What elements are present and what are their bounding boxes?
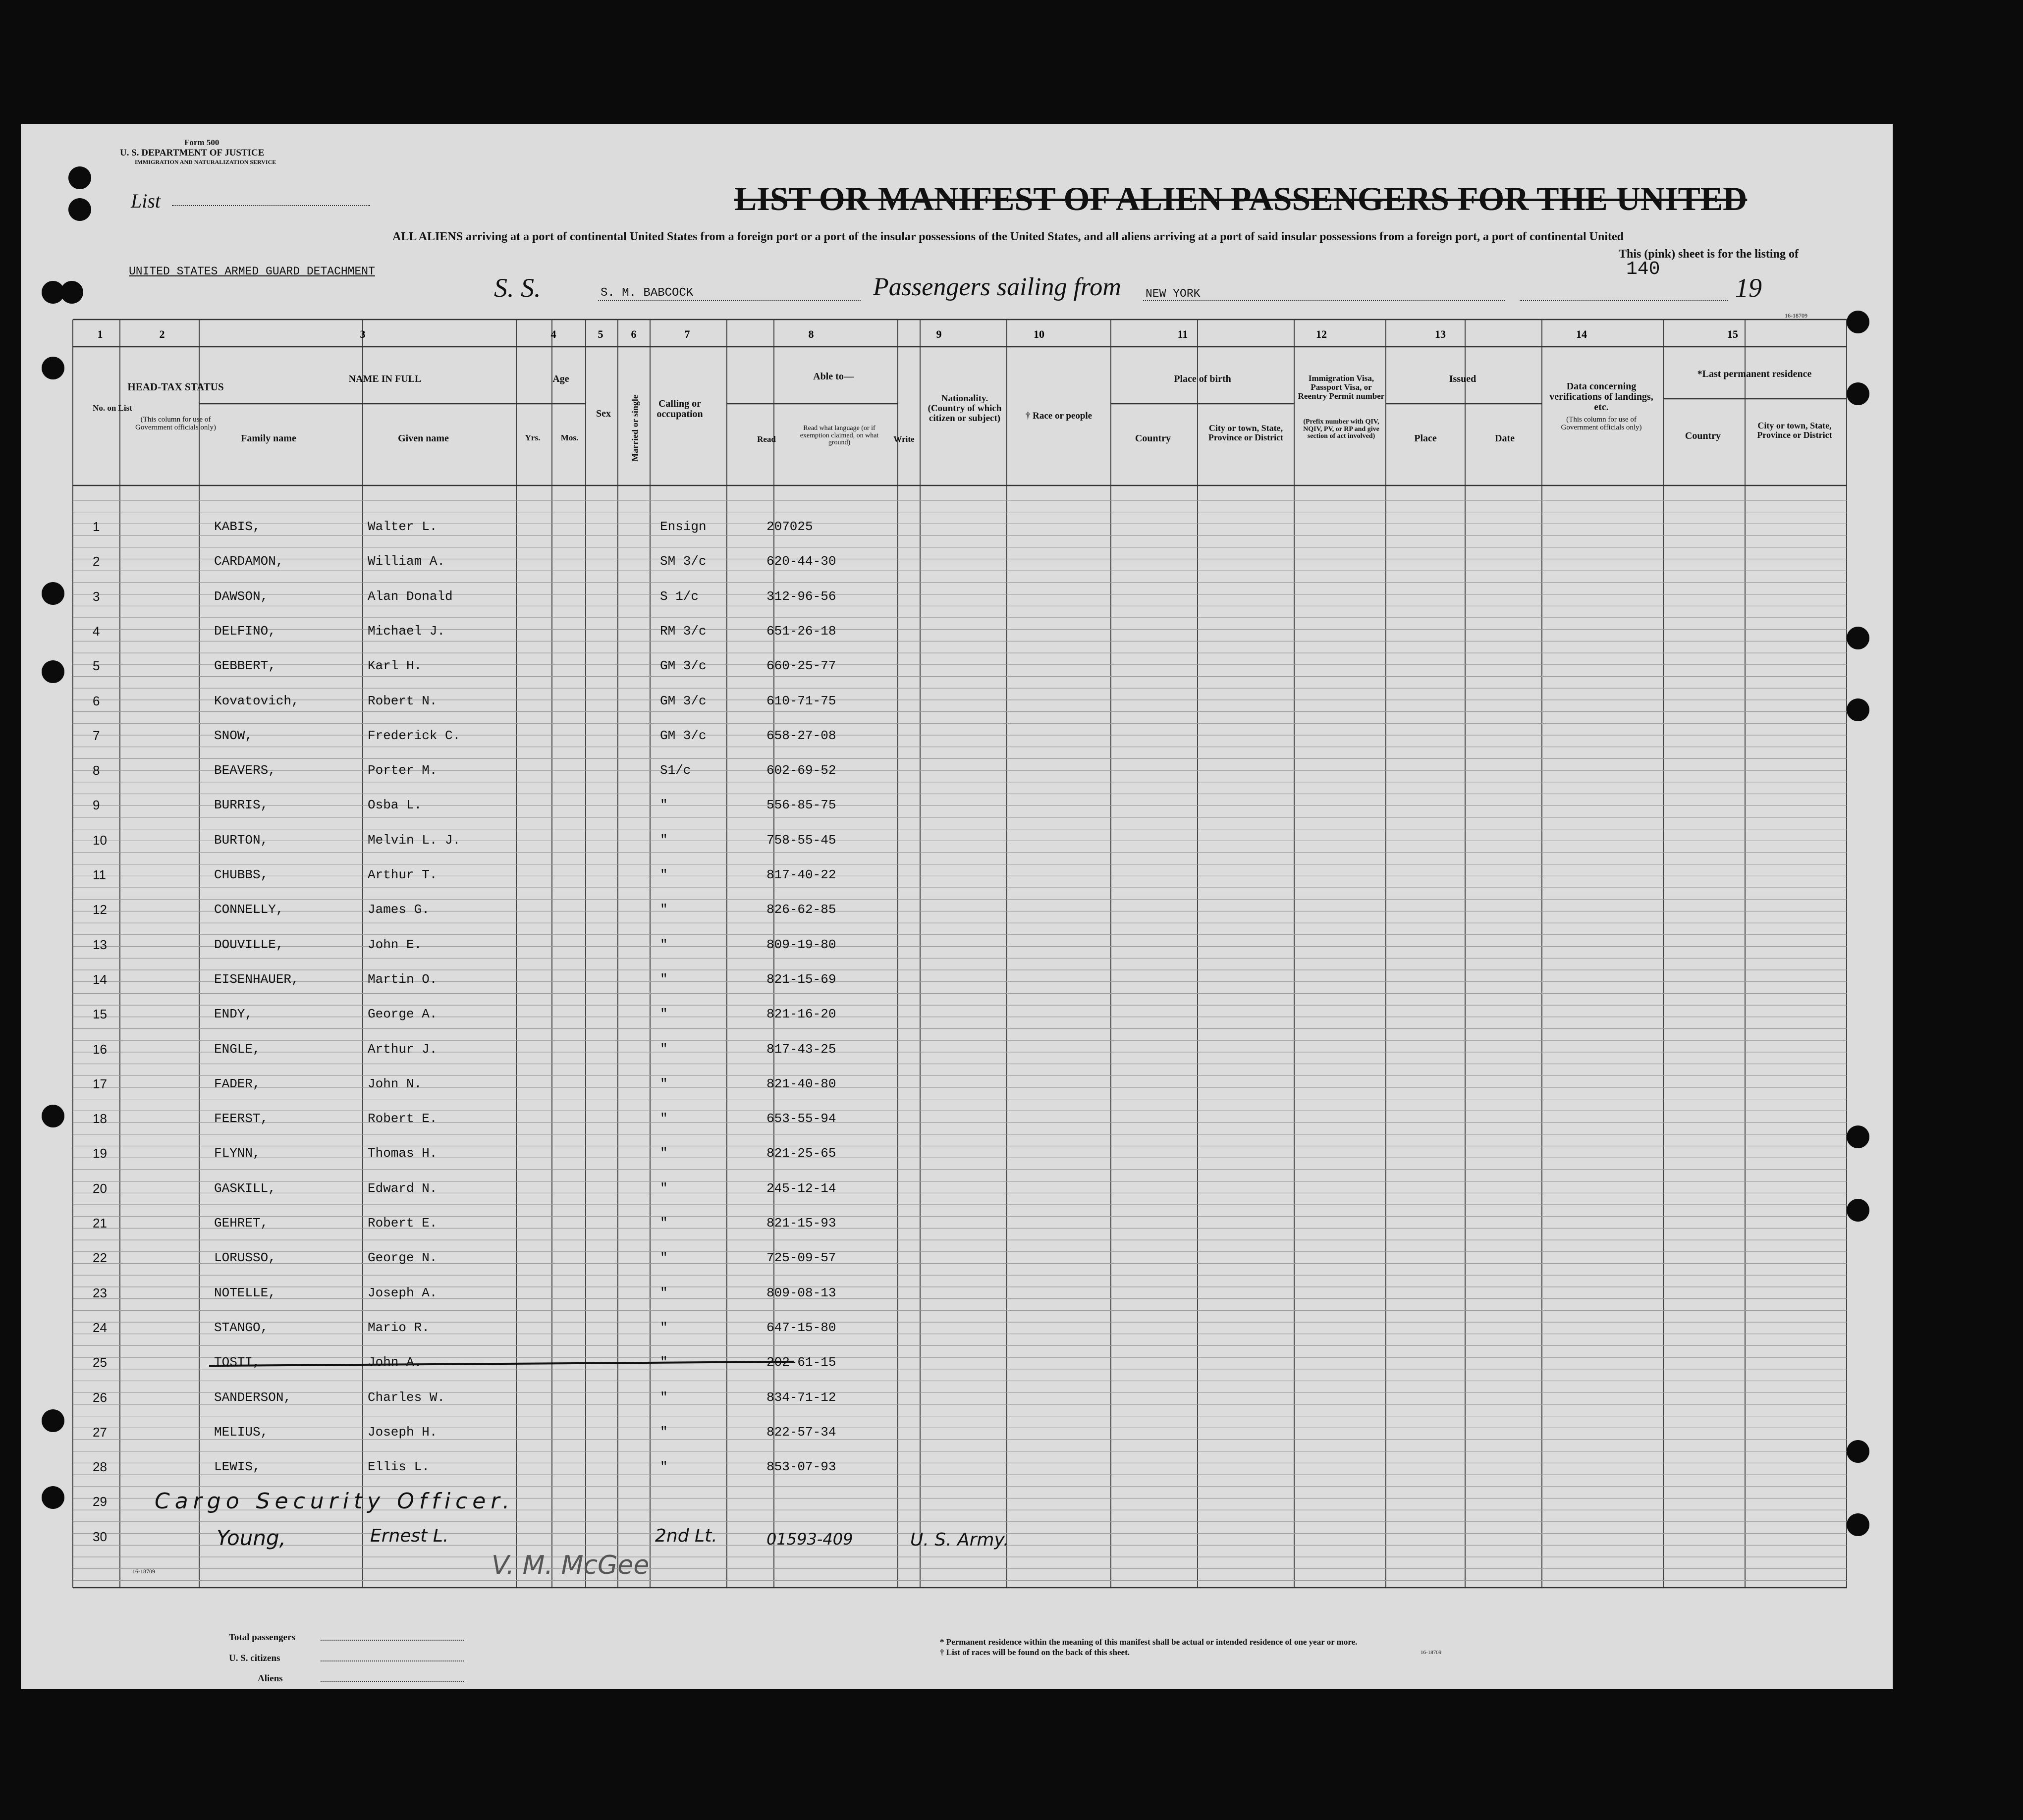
service-number: 809-19-80 [766, 937, 836, 952]
column-number: 5 [598, 328, 603, 340]
service-number: 758-55-45 [766, 832, 836, 848]
given-name: Melvin L. J. [368, 832, 461, 848]
service-number: 821-15-69 [766, 971, 836, 987]
header-verifications: Data concerning verifications of landings, etc. [1549, 381, 1653, 413]
form-code-top: 16-18709 [1785, 312, 1807, 319]
footnote-residence: * Permanent residence within the meaning of this manifest shall be actual or intended residence of one year or more. [940, 1637, 1358, 1647]
given-name: Alan Donald [368, 589, 453, 604]
header-family-name: Family name [241, 433, 296, 444]
binder-hole [1847, 627, 1869, 649]
family-name: GEBBERT, [214, 658, 276, 674]
manifest-sheet [21, 124, 1893, 1689]
header-age-mos: Mos. [560, 433, 579, 442]
list-label: List [131, 190, 161, 212]
given-name: Robert N. [368, 693, 437, 708]
column-number: 15 [1727, 328, 1738, 340]
service-number: 821-15-93 [766, 1216, 836, 1231]
family-name: LORUSSO, [214, 1250, 276, 1266]
binder-hole [1847, 698, 1869, 721]
service-number: 556-85-75 [766, 798, 836, 813]
binder-hole [68, 198, 91, 221]
given-name: William A. [368, 554, 445, 569]
manifest-grid [21, 124, 1893, 1689]
row-number: 21 [93, 1216, 107, 1231]
given-name: Osba L. [368, 798, 422, 813]
header-age-yrs: Yrs. [525, 433, 541, 442]
service-number: 647-15-80 [766, 1320, 836, 1335]
manifest-subtitle: ALL ALIENS arriving at a port of continental United States from a foreign port or a port of the insular possessions of the United States, and all aliens arriving at a port of said insular possessions from a foreign port, a port of continental United [392, 230, 1624, 243]
given-name: Joseph A. [368, 1285, 437, 1300]
service-number: 207025 [766, 519, 813, 534]
binder-hole [42, 357, 64, 379]
port-line [1143, 300, 1505, 301]
calling-occupation: " [660, 1041, 668, 1057]
given-name: Ellis L. [368, 1459, 430, 1475]
column-number: 3 [360, 328, 366, 340]
calling-occupation: S1/c [660, 763, 691, 778]
row-number: 28 [93, 1459, 107, 1475]
given-name: George N. [368, 1250, 437, 1266]
calling-occupation: " [660, 1424, 668, 1440]
header-head-tax-note: (This column for use of Government officials only) [135, 416, 216, 431]
list-number-line [172, 205, 370, 206]
header-issued: Issued [1449, 374, 1476, 384]
row-number: 20 [93, 1180, 107, 1196]
column-number: 7 [684, 328, 690, 340]
binder-hole [1847, 382, 1869, 405]
column-number: 4 [550, 328, 556, 340]
column-number: 14 [1576, 328, 1587, 340]
column-number: 9 [936, 328, 942, 340]
ss-label: S. S. [494, 273, 541, 303]
family-name: TOSTI, [214, 1355, 261, 1370]
family-name: DOUVILLE, [214, 937, 284, 952]
header-sex: Sex [596, 408, 611, 419]
form-code-bottom: 16-18709 [132, 1568, 155, 1575]
given-name: Porter M. [368, 763, 437, 778]
family-name: BURRIS, [214, 798, 269, 813]
family-name: CHUBBS, [214, 867, 269, 882]
binder-hole [1847, 1440, 1869, 1463]
binder-hole [42, 582, 64, 605]
header-read: Read [757, 434, 776, 444]
header-place-of-birth: Place of birth [1174, 374, 1231, 384]
header-nationality: Nationality. (Country of which citizen or subject) [928, 393, 1002, 424]
row30-nationality: U. S. Army. [910, 1530, 1009, 1550]
header-visa: Immigration Visa, Passport Visa, or Reentry Permit number [1298, 374, 1385, 401]
service-number: 822-57-34 [766, 1424, 836, 1440]
row-number: 13 [93, 937, 107, 952]
service-number: 602-69-52 [766, 763, 836, 778]
row-number: 1 [93, 519, 100, 534]
calling-occupation: " [660, 1320, 668, 1335]
calling-occupation: SM 3/c [660, 554, 707, 569]
given-name: John E. [368, 937, 422, 952]
header-visa-note: (Prefix number with QIV, NQIV, PV, or RP and give section of act involved) [1303, 418, 1379, 440]
service-number: 312-96-56 [766, 589, 836, 604]
row30-given-name: Ernest L. [370, 1526, 449, 1546]
given-name: Robert E. [368, 1216, 437, 1231]
calling-occupation: " [660, 1180, 668, 1196]
family-name: Kovatovich, [214, 693, 299, 708]
service-number: 653-55-94 [766, 1111, 836, 1126]
row30-family-name: Young, [217, 1526, 286, 1550]
row-number: 5 [93, 658, 100, 674]
given-name: Robert E. [368, 1111, 437, 1126]
row-number: 2 [93, 554, 100, 569]
header-last-residence: *Last permanent residence [1697, 369, 1812, 379]
form-number: Form 500 [184, 138, 219, 147]
service-number: 660-25-77 [766, 658, 836, 674]
row30-number: 01593-409 [766, 1530, 853, 1549]
binder-hole [1847, 1199, 1869, 1222]
header-residence-country: Country [1685, 430, 1721, 441]
service-number: 245-12-14 [766, 1180, 836, 1196]
binder-hole [42, 1105, 64, 1127]
column-number: 8 [808, 328, 814, 340]
service-number: 821-16-20 [766, 1007, 836, 1022]
family-name: ENDY, [214, 1007, 253, 1022]
given-name: Michael J. [368, 623, 445, 639]
header-name-in-full: NAME IN FULL [348, 374, 422, 384]
total-passengers-label: Total passengers [229, 1632, 295, 1643]
binder-hole [42, 1486, 64, 1509]
family-name: SNOW, [214, 728, 253, 743]
calling-occupation: S 1/c [660, 589, 699, 604]
family-name: GASKILL, [214, 1180, 276, 1196]
family-name: SANDERSON, [214, 1390, 292, 1405]
family-name: NOTELLE, [214, 1285, 276, 1300]
department-name: U. S. DEPARTMENT OF JUSTICE [120, 148, 265, 158]
header-issued-date: Date [1495, 433, 1515, 444]
given-name: John A. [368, 1355, 422, 1370]
service-number: 821-40-80 [766, 1076, 836, 1091]
column-number: 11 [1177, 328, 1188, 340]
header-race: † Race or people [1025, 411, 1093, 421]
sailing-port: NEW YORK [1146, 287, 1201, 300]
binder-hole [1847, 1513, 1869, 1536]
header-age: Age [552, 374, 569, 384]
calling-occupation: " [660, 971, 668, 987]
row-number: 12 [93, 902, 107, 917]
family-name: FLYNN, [214, 1146, 261, 1161]
family-name: DELFINO, [214, 623, 276, 639]
header-head-tax: HEAD-TAX STATUS [127, 381, 224, 393]
binder-hole [42, 1409, 64, 1432]
calling-occupation: GM 3/c [660, 658, 707, 674]
row-number: 27 [93, 1424, 107, 1440]
row-number: 18 [93, 1111, 107, 1126]
given-name: Walter L. [368, 519, 437, 534]
row-number: 25 [93, 1355, 107, 1370]
given-name: Martin O. [368, 971, 437, 987]
row-number: 14 [93, 971, 107, 987]
column-number: 10 [1034, 328, 1044, 340]
service-number: 610-71-75 [766, 693, 836, 708]
calling-occupation: GM 3/c [660, 693, 707, 708]
cargo-officer-note: Cargo Security Officer. [155, 1489, 515, 1514]
header-able-to: Able to— [813, 371, 854, 382]
row-number: 24 [93, 1320, 107, 1335]
family-name: GEHRET, [214, 1216, 269, 1231]
calling-occupation: " [660, 798, 668, 813]
calling-occupation: " [660, 937, 668, 952]
header-married: Married or single [630, 395, 640, 462]
row30-calling: 2nd Lt. [655, 1526, 717, 1546]
binder-hole [42, 660, 64, 683]
given-name: Charles W. [368, 1390, 445, 1405]
service-number: 834-71-12 [766, 1390, 836, 1405]
family-name: DAWSON, [214, 589, 269, 604]
detachment-name: UNITED STATES ARMED GUARD DETACHMENT [129, 265, 375, 278]
row-number: 3 [93, 589, 100, 604]
row-number: 8 [93, 763, 100, 778]
service-number: 853-07-93 [766, 1459, 836, 1475]
family-name: EISENHAUER, [214, 971, 299, 987]
aliens-label: Aliens [258, 1673, 283, 1684]
calling-occupation: " [660, 1355, 668, 1370]
given-name: Joseph H. [368, 1424, 437, 1440]
given-name: Frederick C. [368, 728, 461, 743]
calling-occupation: " [660, 1146, 668, 1161]
service-number: 817-40-22 [766, 867, 836, 882]
service-number: 651-26-18 [766, 623, 836, 639]
service-number: 658-27-08 [766, 728, 836, 743]
calling-occupation: " [660, 902, 668, 917]
service-number: 202-61-15 [766, 1355, 836, 1370]
family-name: KABIS, [214, 519, 261, 534]
row-number: 22 [93, 1250, 107, 1266]
row-number: 15 [93, 1007, 107, 1022]
column-number: 2 [159, 328, 165, 340]
service-number: 826-62-85 [766, 902, 836, 917]
ship-name: S. M. BABCOCK [601, 286, 694, 300]
family-name: BURTON, [214, 832, 269, 848]
form-code-footer: 16-18709 [1421, 1650, 1442, 1656]
given-name: Mario R. [368, 1320, 430, 1335]
column-number: 12 [1316, 328, 1327, 340]
service-number: 620-44-30 [766, 554, 836, 569]
column-number: 6 [631, 328, 637, 340]
family-name: BEAVERS, [214, 763, 276, 778]
signature: V. M. McGee [492, 1551, 650, 1580]
row-number: 10 [93, 832, 107, 848]
header-given-name: Given name [398, 433, 449, 444]
row-number: 16 [93, 1041, 107, 1057]
row-number: 23 [93, 1285, 107, 1300]
family-name: CARDAMON, [214, 554, 284, 569]
family-name: FADER, [214, 1076, 261, 1091]
binder-hole [60, 281, 83, 304]
family-name: STANGO, [214, 1320, 269, 1335]
row-number: 4 [93, 623, 100, 639]
us-citizens-line [321, 1660, 464, 1661]
binder-hole [1847, 311, 1869, 333]
service-number: 821-25-65 [766, 1146, 836, 1161]
row-number: 19 [93, 1146, 107, 1161]
sheet-number: 140 [1626, 259, 1660, 280]
service-number: 817-43-25 [766, 1041, 836, 1057]
given-name: Thomas H. [368, 1146, 437, 1161]
row-number: 17 [93, 1076, 107, 1091]
calling-occupation: " [660, 1007, 668, 1022]
sailing-label: Passengers sailing from [873, 273, 1121, 301]
family-name: MELIUS, [214, 1424, 269, 1440]
us-citizens-label: U. S. citizens [229, 1653, 280, 1663]
family-name: FEERST, [214, 1111, 269, 1126]
calling-occupation: " [660, 832, 668, 848]
given-name: Arthur J. [368, 1041, 437, 1057]
family-name: CONNELLY, [214, 902, 284, 917]
header-issued-place: Place [1414, 433, 1437, 444]
given-name: Arthur T. [368, 867, 437, 882]
calling-occupation: Ensign [660, 519, 707, 534]
year-label: 19 [1735, 273, 1762, 303]
row-number: 6 [93, 693, 100, 708]
calling-occupation: " [660, 1285, 668, 1300]
header-birth-city: City or town, State, Province or District [1208, 423, 1284, 442]
row-number: 30 [93, 1529, 107, 1544]
calling-occupation: RM 3/c [660, 623, 707, 639]
header-birth-country: Country [1135, 433, 1171, 444]
date-line [1520, 300, 1728, 301]
given-name: John N. [368, 1076, 422, 1091]
column-number: 1 [97, 328, 103, 340]
row-number: 11 [93, 867, 106, 882]
manifest-subtitle-2: This (pink) sheet is for the listing of [1619, 248, 1799, 261]
service-number: 725-09-57 [766, 1250, 836, 1266]
calling-occupation: " [660, 1076, 668, 1091]
row-number: 29 [93, 1494, 107, 1509]
family-name: ENGLE, [214, 1041, 261, 1057]
header-write: Write [893, 434, 915, 444]
service-number: 809-08-13 [766, 1285, 836, 1300]
binder-hole [68, 166, 91, 189]
header-residence-city: City or town, State, Province or District [1757, 421, 1832, 440]
given-name: Karl H. [368, 658, 422, 674]
footnote-races: † List of races will be found on the back of this sheet. [940, 1648, 1130, 1657]
row-number: 26 [93, 1390, 107, 1405]
family-name: LEWIS, [214, 1459, 261, 1475]
calling-occupation: " [660, 1111, 668, 1126]
given-name: George A. [368, 1007, 437, 1022]
row-number: 7 [93, 728, 100, 743]
calling-occupation: " [660, 1216, 668, 1231]
manifest-title: LIST OR MANIFEST OF ALIEN PASSENGERS FOR THE UNITED [734, 180, 1748, 217]
calling-occupation: GM 3/c [660, 728, 707, 743]
header-read-what: Read what language (or if exemption claimed, on what ground) [800, 425, 879, 447]
header-no-on-list: No. on List [93, 403, 132, 413]
header-verifications-note: (This column for use of Government officials only) [1561, 416, 1642, 431]
ship-line [598, 300, 861, 301]
total-passengers-line [321, 1640, 464, 1641]
row-number: 9 [93, 798, 100, 813]
calling-occupation: " [660, 1250, 668, 1266]
calling-occupation: " [660, 1390, 668, 1405]
column-number: 13 [1435, 328, 1446, 340]
header-calling: Calling or occupation [656, 398, 703, 420]
calling-occupation: " [660, 1459, 668, 1475]
service-name: IMMIGRATION AND NATURALIZATION SERVICE [135, 159, 276, 165]
calling-occupation: " [660, 867, 668, 882]
binder-hole [1847, 1125, 1869, 1148]
given-name: Edward N. [368, 1180, 437, 1196]
aliens-line [321, 1681, 464, 1682]
given-name: James G. [368, 902, 430, 917]
